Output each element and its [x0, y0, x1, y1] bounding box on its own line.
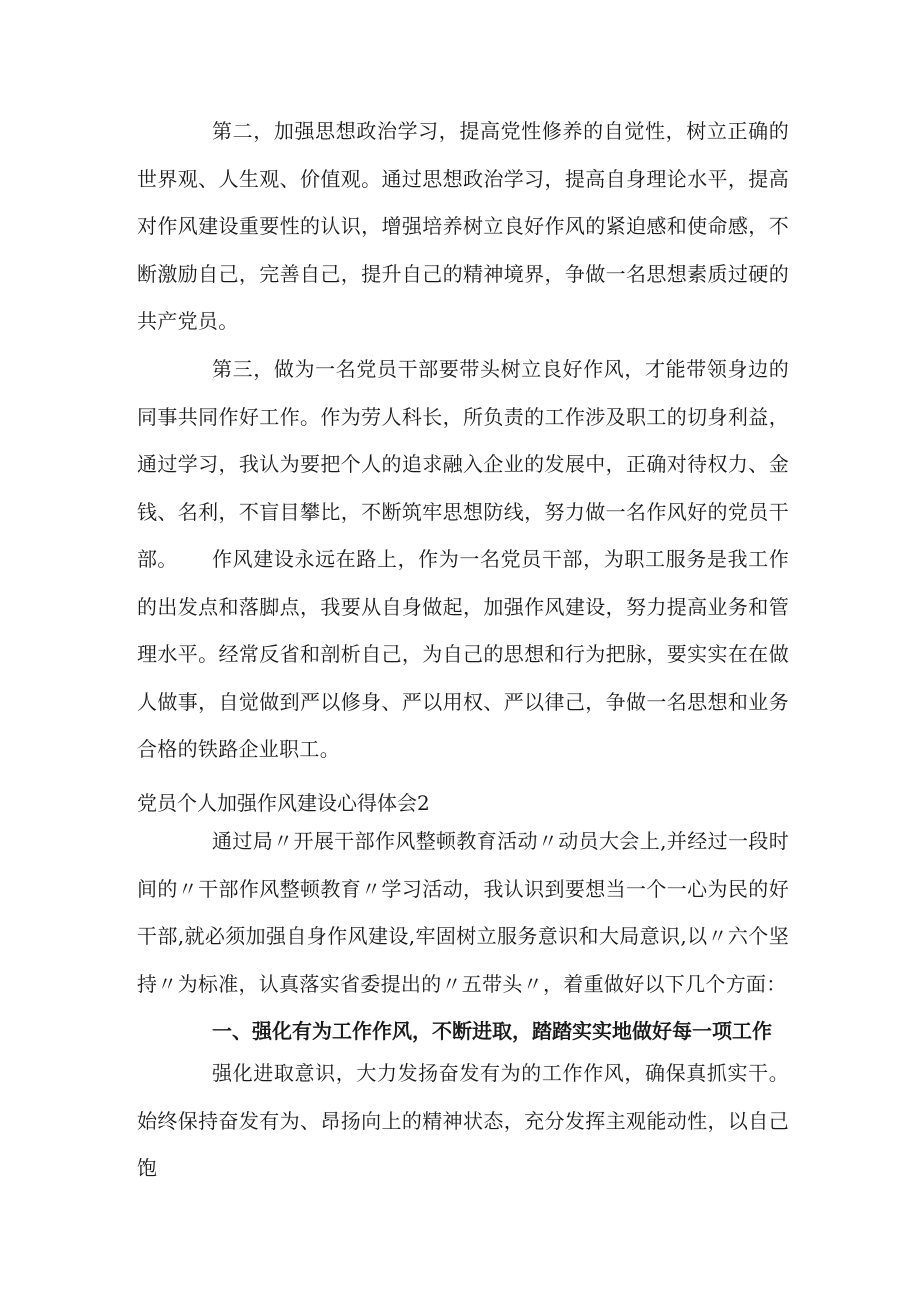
paragraph-point-one-body: 强化进取意识，大力发扬奋发有为的工作作风，确保真抓实干。始终保持奋发有为、昂扬向上的精神状态，充分发挥主观能动性，以自己饱 — [137, 1061, 789, 1180]
subheading-point-one: 一、强化有为工作作风，不断进取，踏踏实实地做好每一项工作 — [212, 1019, 772, 1043]
section-title: 党员个人加强作风建设心得体会2 — [137, 791, 430, 815]
paragraph-conclusion: 作风建设永远在路上，作为一名党员干部，为职工服务是我工作的出发点和落脚点，我要从自身做起，加强作风建设，努力提高业务和管理水平。经常反省和剖析自己，为自己的思想和行为把脉，要实实在在做人做事，自觉做到严以修身、严以用权、严以律己，争做一名思想和业务合格的铁路企业职工。 — [137, 547, 789, 761]
paragraph-second-point: 第二，加强思想政治学习，提高党性修养的自觉性，树立正确的世界观、人生观、价值观。通过思想政治学习，提高自身理论水平，提高对作风建设重要性的认识，增强培养树立良好作风的紧迫感和使命感，不断激励自己，完善自己，提升自己的精神境界，争做一名思想素质过硬的共产党员。 — [137, 119, 789, 333]
paragraph-intro: 通过局〃开展干部作风整顿教育活动〃动员大会上,并经过一段时间的〃干部作风整顿教育〃学习活动，我认识到要想当一个一心为民的好干部,就必须加强自身作风建设,牢固树立服务意识和大局意识,以〃六个坚持〃为标准，认真落实省委提出的〃五带头〃，着重做好以下几个方面： — [137, 829, 789, 996]
paragraph-third-point: 第三，做为一名党员干部要带头树立良好作风，才能带领身边的同事共同作好工作。作为劳人科长，所负责的工作涉及职工的切身利益，通过学习，我认为要把个人的追求融入企业的发展中，正确对待权力、金钱、名利，不盲目攀比，不断筑牢思想防线，努力做一名作风好的党员干部。 — [137, 357, 789, 571]
